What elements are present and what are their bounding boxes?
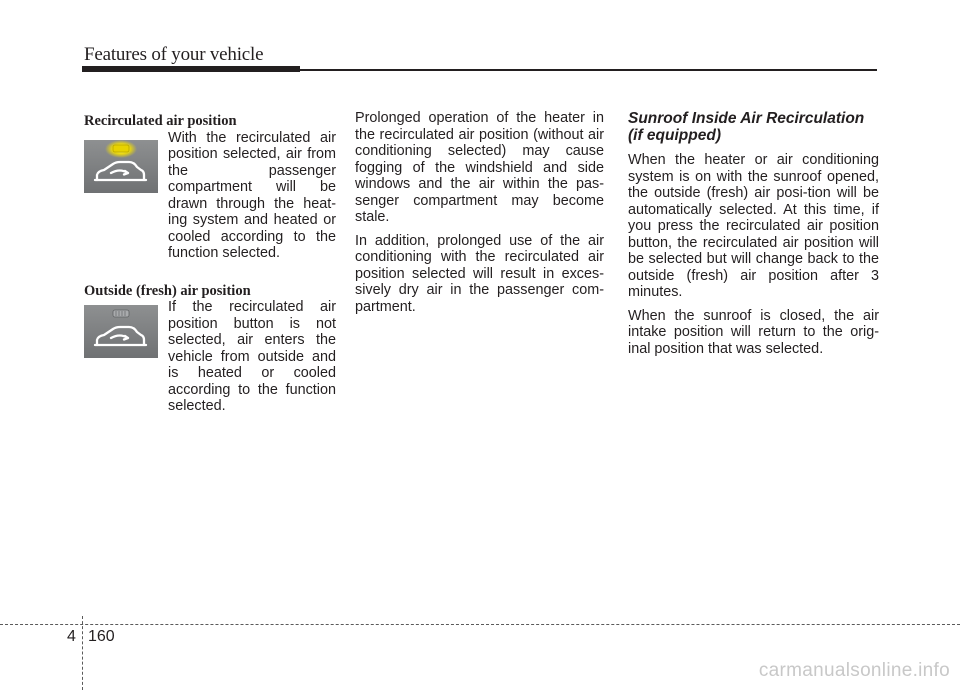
chapter-number: 4 [67, 628, 76, 645]
prolonged-operation-paragraph: Prolonged operation of the heater in the recirculated air position (without air conditioning selected) may cause fogging of the windshield and side windows and the air within the pas-senger compartment may become stale. [355, 110, 604, 225]
footer-vertical-divider [82, 616, 83, 690]
sunroof-heading [628, 110, 879, 144]
outside-air-heading: Outside (fresh) air position [84, 282, 251, 299]
page-number: 160 [88, 628, 115, 645]
outside-air-section [84, 299, 336, 422]
recirculated-heading: Recirculated air position [84, 113, 237, 129]
sunroof-heading-line1: Sunroof Inside Air Recirculation [628, 110, 865, 127]
footer-divider [0, 624, 960, 625]
header-rule-thin [300, 69, 877, 71]
column-left [84, 110, 336, 422]
column-middle [355, 110, 604, 322]
header-rule-thick [82, 66, 300, 72]
sunroof-paragraph-2: When the sunroof is closed, the air intake position will return to the orig-inal position that was selected. [628, 307, 879, 357]
air-conditioning-paragraph: In addition, prolonged use of the air conditioning with the recirculated air position selected will result in exces-sively dry air in the passenger com-partment. [355, 232, 604, 315]
page-header-title: Features of your vehicle [84, 44, 264, 65]
recirculated-description: With the recirculated air position selected, air from the passenger compartment will be drawn through the heat-ing system and heated or cooled according to the function selected. [168, 129, 336, 261]
recirculated-air-icon [84, 140, 158, 193]
outside-air-description: If the recirculated air position button is not selected, air enters the vehicle from outside and is heated or cooled according to the function selected. [168, 299, 336, 414]
watermark: carmanualsonline.info [758, 660, 950, 681]
sunroof-heading-line2: (if equipped) [628, 127, 721, 144]
sunroof-paragraph-1: When the heater or air conditioning system is on with the sunroof opened, the outside (fresh) air posi-tion will be automatically selected. At this time, if you press the recirculated air position button, the recirculated air position will be selected but will change back to the outside (fresh) air position after 3 minutes. [628, 152, 879, 300]
column-right [628, 110, 879, 364]
outside-air-icon [84, 305, 158, 358]
recirculated-section [84, 130, 336, 269]
